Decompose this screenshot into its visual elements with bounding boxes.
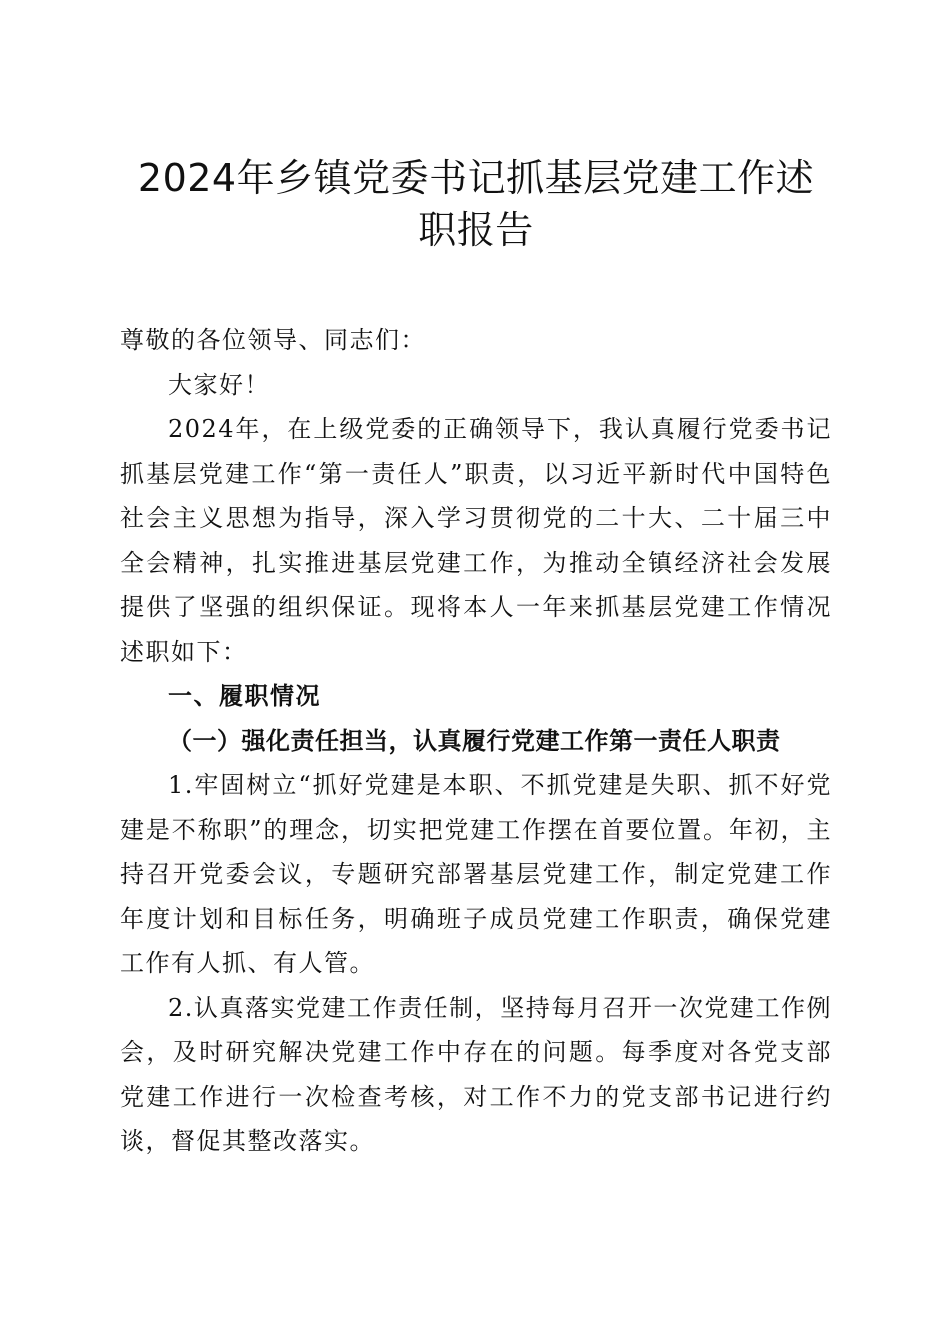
salutation: 尊敬的各位领导、同志们：	[120, 326, 426, 354]
greeting: 大家好！	[168, 370, 270, 399]
paragraph-item-1: 1.牢固树立“抓好党建是本职、不抓党建是失职、抓不好党建是不称职”的理念，切实把党建工作摆在首要位置。年初，主持召开党委会议，专题研究部署基层党建工作，制定党建工作年度计划和目标任务，明确班子成员党建工作职责，确保党建工作有人抓、有人管。	[120, 771, 832, 977]
document-title: 2024年乡镇党委书记抓基层党建工作述职报告	[137, 156, 815, 252]
subsection-heading: （一）强化责任担当，认真履行党建工作第一责任人职责	[168, 726, 781, 755]
section-heading: 一、履职情况	[168, 682, 321, 710]
paragraph-item-2: 2.认真落实党建工作责任制，坚持每月召开一次党建工作例会，及时研究解决党建工作中存在的问题。每季度对各党支部党建工作进行一次检查考核，对工作不力的党支部书记进行约谈，督促其整改落实。	[120, 993, 832, 1155]
intro-paragraph: 2024年，在上级党委的正确领导下，我认真履行党委书记抓基层党建工作“第一责任人”职责，以习近平新时代中国特色社会主义思想为指导，深入学习贯彻党的二十大、二十届三中全会精神，扎实推进基层党建工作，为推动全镇经济社会发展提供了坚强的组织保证。现将本人一年来抓基层党建工作情况述职如下：	[120, 415, 832, 666]
document-body	[120, 318, 832, 1164]
